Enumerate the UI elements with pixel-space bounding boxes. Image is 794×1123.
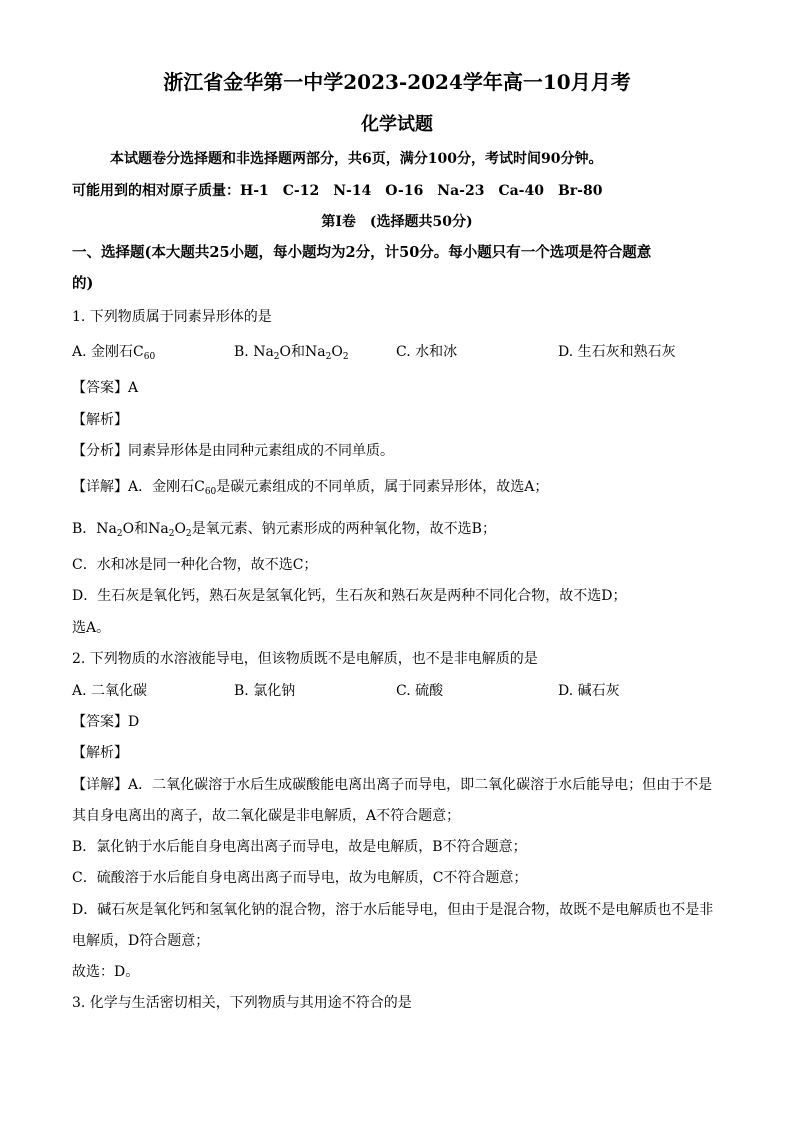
- part-title: 第Ⅰ卷 (选择题共50分): [321, 214, 473, 230]
- section-heading-line2: 的): [72, 275, 94, 292]
- q1-detail-c: C．水和冰是同一种化合物，故不选C；: [72, 557, 318, 573]
- q1-stem: 1. 下列物质属于同素异形体的是: [72, 309, 272, 325]
- q2-detail-c: C．硫酸溶于水后能自身电离出离子而导电，故为电解质，C不符合题意；: [72, 870, 528, 886]
- q2-analysis-label: 【解析】: [72, 745, 128, 761]
- section-heading-line1: 一、选择题(本大题共25小题，每小题均为2分，计50分。每小题只有一个选项是符合题意: [72, 244, 652, 261]
- exam-title: 浙江省金华第一中学2023-2024学年高一10月月考: [163, 70, 631, 94]
- q1-option-b: B. $Na_2O$和$Na_2O_2$: [234, 344, 349, 362]
- q2-option-c: C. 硫酸: [396, 683, 444, 699]
- q1-detail-d: D．生石灰是氧化钙，熟石灰是氢氧化钙，生石灰和熟石灰是两种不同化合物，故不选D；: [72, 588, 627, 604]
- q1-fenxi: 【分析】同素异形体是由同种元素组成的不同单质。: [72, 443, 394, 459]
- q1-answer: 【答案】A: [72, 380, 139, 396]
- q1-detail-a: 【详解】A．金刚石$C_{60}$是碳元素组成的不同单质，属于同素异形体，故选A；: [72, 479, 549, 497]
- q2-detail-d-line1: D．碱石灰是氧化钙和氢氧化钠的混合物，溶于水后能导电，但由于是混合物，故既不是电解质也不是非: [72, 902, 714, 918]
- q2-answer: 【答案】D: [72, 714, 140, 730]
- q2-conclusion: 故选：D。: [72, 964, 140, 980]
- q1-option-a: A. 金刚石$C_{60}$: [72, 344, 156, 362]
- q1-analysis-label: 【解析】: [72, 412, 128, 428]
- q1-option-d: D. 生石灰和熟石灰: [558, 344, 676, 360]
- exam-subtitle: 化学试题: [361, 114, 433, 135]
- q1-option-c: C. 水和冰: [396, 344, 458, 360]
- q1-detail-b: B．$Na_2O$和$Na_2O_2$是氧元素、钠元素形成的两种氧化物，故不选B；: [72, 521, 496, 539]
- q2-detail-b: B．氯化钠于水后能自身电离出离子而导电，故是电解质，B不符合题意；: [72, 839, 527, 855]
- q2-detail-d-line2: 电解质，D符合题意；: [72, 933, 210, 949]
- exam-intro: 本试题卷分选择题和非选择题两部分，共6页，满分100分，考试时间90分钟。: [110, 151, 603, 167]
- q2-stem: 2. 下列物质的水溶液能导电，但该物质既不是电解质，也不是非电解质的是: [72, 651, 538, 667]
- q1-conclusion: 选A。: [72, 620, 111, 636]
- q2-option-d: D. 碱石灰: [558, 683, 620, 699]
- q3-stem: 3. 化学与生活密切相关，下列物质与其用途不符合的是: [72, 995, 412, 1011]
- atomic-masses: 可能用到的相对原子质量：H-1 C-12 N-14 O-16 Na-23 Ca-40 Br-80: [72, 183, 603, 199]
- q2-detail-a-line2: 其自身电离出的离子，故二氧化碳是非电解质，A不符合题意；: [72, 808, 461, 824]
- q2-option-b: B. 氯化钠: [234, 683, 296, 699]
- q2-option-a: A. 二氧化碳: [72, 683, 148, 699]
- q2-detail-a-line1: 【详解】A．二氧化碳溶于水后生成碳酸能电离出离子而导电，即二氧化碳溶于水后能导电；但由于不是: [72, 777, 713, 793]
